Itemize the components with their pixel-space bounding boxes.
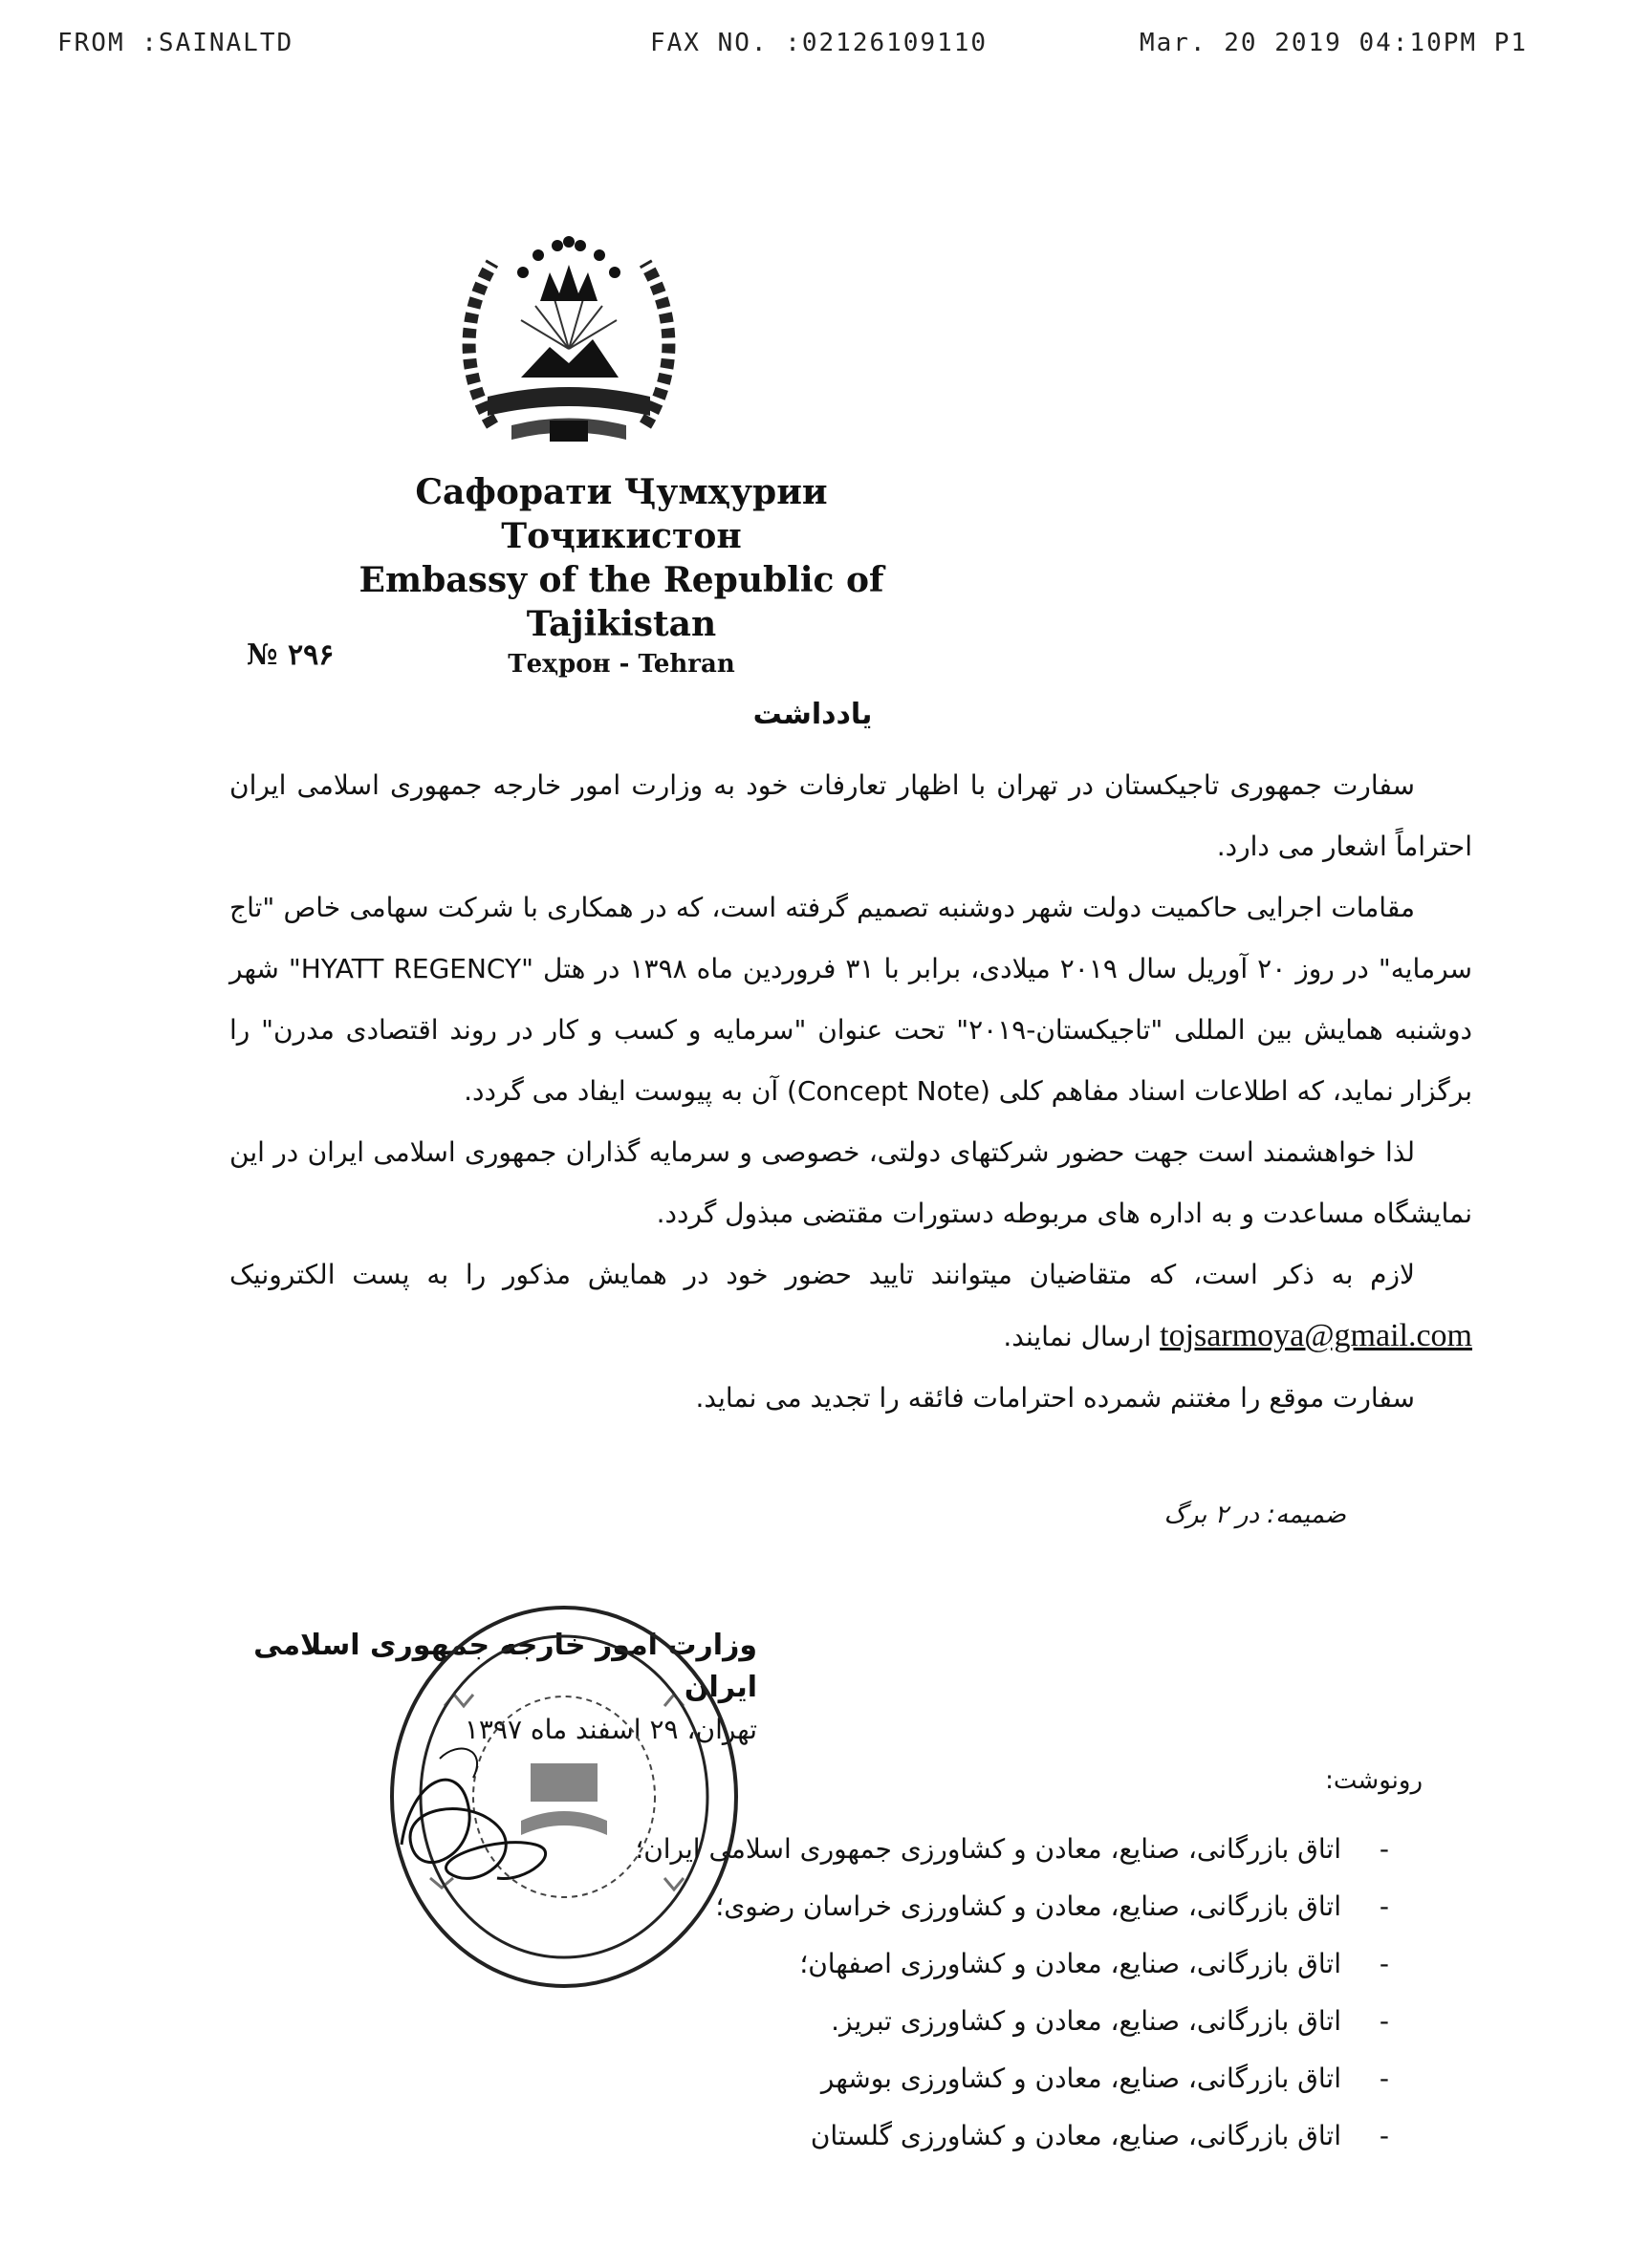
email-link[interactable]: tojsarmoya@gmail.com [1160,1318,1472,1353]
letterhead-tajik: Сафорати Ҷумҳурии Тоҷикистон [415,472,828,556]
handwritten-signature [382,1701,593,1912]
paragraph-1: سفارت جمهوری تاجیکستان در تهران با اظهار تعارفات خود به وزارت امور خارجه جمهوری اسلامی ایران احتراماً اشعار می دارد. [229,769,1472,862]
fax-number: FAX NO. :02126109110 [650,29,989,57]
closing-paragraph: سفارت موقع را مغتنم شمرده احترامات فائقه را تجدید می نماید. [695,1382,1415,1414]
paragraph-3: لذا خواهشمند است جهت حضور شرکتهای دولتی، خصوصی و سرمایه گذاران جمهوری اسلامی ایران در این نمایشگاه مساعدت و به اداره های مربوطه دستورات مقتضی مبذول گردد. [229,1136,1472,1229]
cc-list [635,1821,1389,2165]
list-item: - اتاق بازرگانی، صنایع، معادن و کشاورزی جمهوری اسلامی ایران؛ [635,1821,1389,1878]
recipient-name: وزارت امور خارجه جمهوری اسلامی ایران [253,1629,757,1704]
email-paragraph-after: ارسال نمایند. [1003,1321,1152,1352]
fax-header [57,29,1528,67]
attachment-note: ضمیمه: در ۲ برگ [1163,1501,1346,1529]
reference-number: № ۲۹۶ [247,638,335,672]
fax-date: Mar. 20 2019 04:10PM P1 [1139,29,1528,57]
list-item: - اتاق بازرگانی، صنایع، معادن و کشاورزی تبریز. [635,1993,1389,2050]
letterhead-english: Embassy of the Republic of Tajikistan [359,560,884,644]
cc-heading: رونوشت: [1325,1766,1423,1795]
fax-from: FROM :SAINALTD [57,29,294,57]
paragraph-2: مقامات اجرایی حاکمیت دولت شهر دوشنبه تصمیم گرفته است، که در همکاری با شرکت سهامی خاص "تاج سرمایه" در روز ۲۰ آوریل سال ۲۰۱۹ میلادی، برابر با ۳۱ فروردین ماه ۱۳۹۸ در هتل "HYATT REGENCY" شهر دوشنبه همایش بین المللی "تاجیکستان-۲۰۱۹" تحت عنوان "سرمایه و کسب و کار در روند اقتصادی مدرن" را برگزار نماید، که اطلاعات اسناد مفاهم کلی (Concept Note) آن به پیوست ایفاد می گردد. [229,892,1472,1107]
recipient-date: تهران، ۲۹ اسفند ماه ۱۳۹۷ [464,1714,757,1745]
tajikistan-emblem-icon [454,234,684,449]
list-item: - اتاق بازرگانی، صنایع، معادن و کشاورزی اصفهان؛ [635,1935,1389,1993]
list-item: - اتاق بازرگانی، صنایع، معادن و کشاورزی گلستان [635,2107,1389,2165]
email-paragraph-before: لازم به ذکر است، که متقاضیان میتوانند تایید حضور خود در همایش مذکور را به پست الکترونیک [229,1259,1415,1290]
list-item: - اتاق بازرگانی، صنایع، معادن و کشاورزی بوشهر [635,2050,1389,2107]
letterhead [315,470,927,682]
paragraph-4 [229,1244,1472,1368]
list-item: - اتاق بازرگانی، صنایع، معادن و کشاورزی خراسان رضوی؛ [635,1878,1389,1935]
letterhead-city: Теҳрон - Tehran [508,650,735,679]
letter-body [229,755,1472,1429]
document-title: یادداشت [752,698,873,731]
